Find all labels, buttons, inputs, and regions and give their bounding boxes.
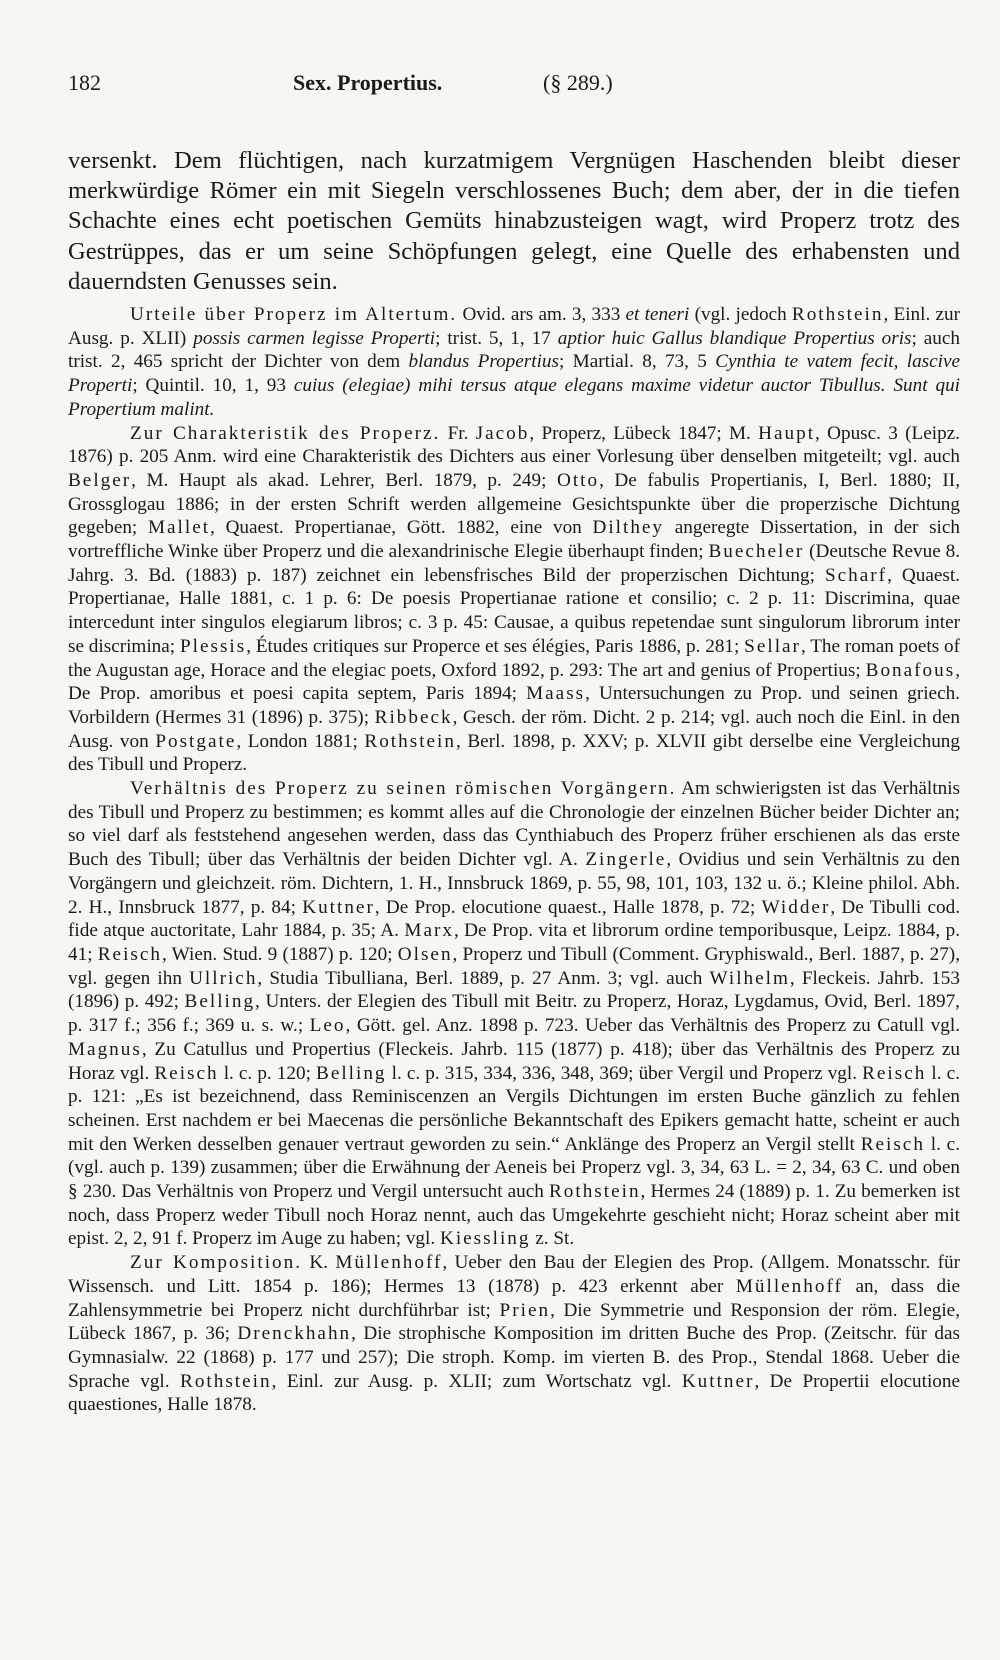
footnotes [68, 303, 960, 1417]
note-komposition: Zur Komposition. K. Müllenhoff, Ueber den Bau der Elegien des Prop. (Allgem. Monatsschr. für Wissensch. und Litt. 1854 p. 186); Hermes 13 (1878) p. 423 erkennt aber Müllenhoff an, dass die Zahlensymmetrie bei Properz nicht durchführbar ist; Prien, Die Symmetrie und Responsion der röm. Elegie, Lübeck 1867, p. 36; Drenckhahn, Die strophische Komposition im dritten Buche des Prop. (Zeitschr. für das Gymnasialw. 22 (1868) p. 177 und 257); Die stroph. Komp. im vierten B. des Prop., Stendal 1868. Ueber die Sprache vgl. Rothstein, Einl. zur Ausg. p. XLII; zum Wortschatz vgl. Kuttner, De Propertii elocutione quaestiones, Halle 1878. [68, 1252, 961, 1416]
note-heading: Zur Komposition. [130, 1252, 303, 1274]
running-head [68, 70, 960, 110]
note-heading: Urteile über Properz im Altertum. [130, 304, 458, 326]
note-heading: Zur Charakteristik des Properz. [130, 422, 441, 444]
running-section: (§ 289.) [543, 70, 613, 95]
running-title: Sex. Propertius. [293, 70, 443, 95]
main-paragraph: versenkt. Dem flüchtigen, nach kurzatmigem Vergnügen Haschenden bleibt dieser merkwürdige Römer ein mit Siegeln verschlossenes Buch; dem aber, der in die tiefen Schachte eines echt poetischen Gemüts hinabzusteigen wagt, wird Properz trotz des Gestrüppes, das er um seine Schöpfungen gelegt, eine Quelle des erhabensten und dauerndsten Genusses sein. [68, 147, 960, 295]
note-urteile: Urteile über Properz im Altertum. Ovid. ars am. 3, 333 et teneri (vgl. jedoch Rothstein, Einl. zur Ausg. p. XLII) possis carmen legisse Properti; trist. 5, 1, 17 aptior huic Gallus blandique Propertius oris; auch trist. 2, 465 spricht der Dichter von dem blandus Propertius; Martial. 8, 73, 5 Cynthia te vatem fecit, lascive Properti; Quintil. 10, 1, 93 cuius (elegiae) mihi tersus atque elegans maxime videtur auctor Tibullus. Sunt qui Propertium malint. [68, 304, 961, 420]
note-verhaeltnis: Verhältnis des Properz zu seinen römischen Vorgängern. Am schwierigsten ist das Verhältnis des Tibull und Properz zu bestimmen; es kommt alles auf die Chronologie der einzelnen Bücher beider Dichter an; so viel darf als feststehend angesehen werden, dass das Cynthiabuch des Properz früher erschienen als das erste Buch des Tibull; über das Verhältnis der beiden Dichter vgl. A. Zingerle, Ovidius und sein Verhältnis zu den Vorgängern und gleichzeit. röm. Dichtern, 1. H., Innsbruck 1869, p. 55, 98, 101, 103, 132 u. ö.; Kleine philol. Abh. 2. H., Innsbruck 1877, p. 84; Kuttner, De Prop. elocutione quaest., Halle 1878, p. 72; Widder, De Tibulli cod. fide atque auctoritate, Lahr 1884, p. 35; A. Marx, De Prop. vita et librorum ordine temporibusque, Leipz. 1884, p. 41; Reisch, Wien. Stud. 9 (1887) p. 120; Olsen, Properz und Tibull (Comment. Gryphiswald., Berl. 1887, p. 27), vgl. gegen ihn Ullrich, Studia Tibulliana, Berl. 1889, p. 27 Anm. 3; vgl. auch Wilhelm, Fleckeis. Jahrb. 153 (1896) p. 492; Belling, Unters. der Elegien des Tibull mit Beitr. zu Properz, Horaz, Lygdamus, Ovid, Berl. 1897, p. 317 f.; 356 f.; 369 u. s. w.; Leo, Gött. gel. Anz. 1898 p. 723. Ueber das Verhältnis des Properz zu Catull vgl. Magnus, Zu Catullus und Propertius (Fleckeis. Jahrb. 115 (1877) p. 418); über das Verhältnis des Properz zu Horaz vgl. Reisch l. c. p. 120; Belling l. c. p. 315, 334, 336, 348, 369; über Vergil und Properz vgl. Reisch l. c. p. 121: „Es ist bezeichnend, dass Reminiscenzen an Vergils Dichtungen im ersten Buche gänzlich zu fehlen scheinen. Erst nachdem er bei Maecenas die persönliche Bekanntschaft des Epikers gemacht hatte, scheint er auch mit den Werken desselben genauer vertraut geworden zu sein.“ Anklänge des Properz an Vergil stellt Reisch l. c. (vgl. auch p. 139) zusammen; über die Erwähnung der Aeneis bei Properz vgl. 3, 34, 63 L. = 2, 34, 63 C. und oben § 230. Das Verhältnis von Properz und Vergil untersucht auch Rothstein, Hermes 24 (1889) p. 1. Zu bemerken ist noch, dass Properz weder Tibull noch Horaz nennt, auch das Umgekehrte geschieht nicht; Horaz scheint aber mit epist. 2, 2, 91 f. Properz im Auge zu haben; vgl. Kiessling z. St. [68, 778, 961, 1250]
page-number: 182 [68, 70, 101, 95]
note-heading: Verhältnis des Properz zu seinen römischen Vorgängern. [130, 778, 677, 800]
note-charakteristik: Zur Charakteristik des Properz. Fr. Jacob, Properz, Lübeck 1847; M. Haupt, Opusc. 3 (Leipz. 1876) p. 205 Anm. wird eine Charakteristik des Dichters aus einer Vorlesung über denselben mitgeteilt; vgl. auch Belger, M. Haupt als akad. Lehrer, Berl. 1879, p. 249; Otto, De fabulis Propertianis, I, Berl. 1880; II, Grossglogau 1886; in der ersten Schrift werden allgemeine Gesichtspunkte über die properzische Dichtung gegeben; Mallet, Quaest. Propertianae, Gött. 1882, eine von Dilthey angeregte Dissertation, in der sich vortreffliche Winke über Properz und die alexandrinische Elegie überhaupt finden; Buecheler (Deutsche Revue 8. Jahrg. 3. Bd. (1883) p. 187) zeichnet ein lebensfrisches Bild der properzischen Dichtung; Scharf, Quaest. Propertianae, Halle 1881, c. 1 p. 6: De poesis Propertianae ratione et consilio; c. 2 p. 11: Discrimina, quae intercedunt inter singulos elegiarum libros; c. 3 p. 45: Causae, a quibus repetendae sunt singulorum librorum inter se discrimina; Plessis, Études critiques sur Properce et ses élégies, Paris 1886, p. 281; Sellar, The roman poets of the Augustan age, Horace and the elegiac poets, Oxford 1892, p. 293: The art and genius of Propertius; Bonafous, De Prop. amoribus et poesi capita septem, Paris 1894; Maass, Untersuchungen zu Prop. und seinen griech. Vorbildern (Hermes 31 (1896) p. 375); Ribbeck, Gesch. der röm. Dicht. 2 p. 214; vgl. auch noch die Einl. in den Ausg. von Postgate, London 1881; Rothstein, Berl. 1898, p. XXV; p. XLVII gibt derselbe eine Vergleichung des Tibull und Properz. [68, 422, 960, 776]
